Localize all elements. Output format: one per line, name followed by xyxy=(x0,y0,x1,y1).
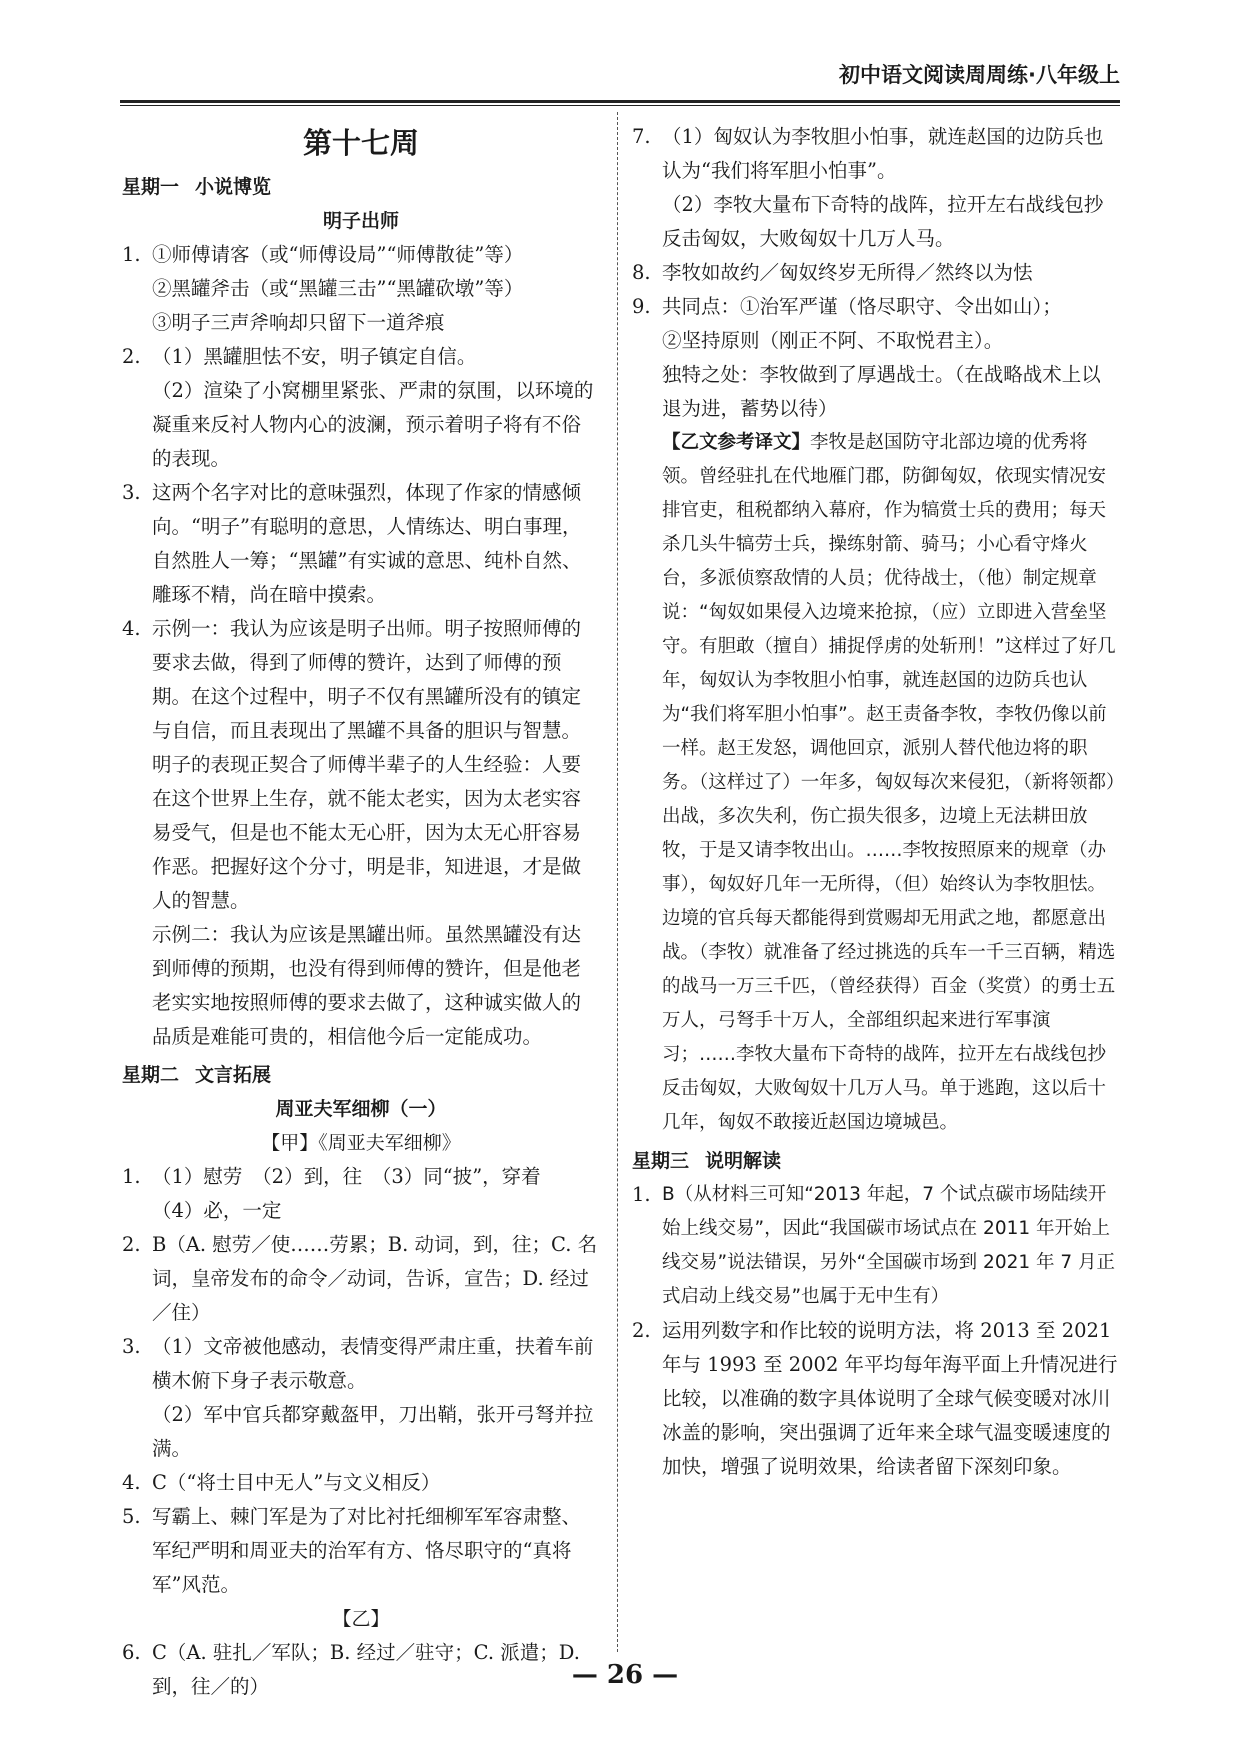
answer-item xyxy=(122,476,600,612)
item-number: 1. xyxy=(122,243,141,266)
answer-part: 独特之处：李牧做到了厚遇战士。（在战略战术上以退为进，蓄势以待） xyxy=(662,363,1101,420)
section-wednesday xyxy=(632,1144,1118,1178)
answer-item xyxy=(122,1160,600,1228)
item-number: 2. xyxy=(122,345,141,368)
answer-item xyxy=(632,256,1118,290)
translation-label: 【乙文参考译文】 xyxy=(662,432,811,453)
passage-label-yi: 【乙】 xyxy=(332,1608,390,1630)
item-number: 6. xyxy=(122,1641,141,1664)
answer-part: 共同点：①治军严谨（恪尽职守、令出如山）； xyxy=(662,295,1062,318)
answer-text: 李牧如故约／匈奴终岁无所得／然终以为怯 xyxy=(662,261,1033,284)
header-rule-thin xyxy=(120,105,1120,106)
article-title: 周亚夫军细柳（一） xyxy=(275,1098,447,1120)
item-number: 3. xyxy=(122,1335,141,1358)
answer-part: （2）军中官兵都穿戴盔甲，刀出鞘，张开弓弩并拉满。 xyxy=(152,1403,594,1460)
answer-item xyxy=(122,1330,600,1466)
answer-line: （4）必，一定 xyxy=(152,1199,282,1222)
left-column xyxy=(122,120,600,1704)
section-day: 星期二 xyxy=(122,1064,180,1086)
passage-label-jia: 【甲】《周亚夫军细柳》 xyxy=(261,1132,461,1154)
section-monday xyxy=(122,170,600,204)
answer-item xyxy=(632,120,1118,256)
answer-part: （2）李牧大量布下奇特的战阵，拉开左右战线包抄反击匈奴，大败匈奴十几万人马。 xyxy=(662,193,1104,250)
section-day: 星期三 xyxy=(632,1150,690,1172)
item-number: 4. xyxy=(122,1471,141,1494)
answer-text: 这两个名字对比的意味强烈，体现了作家的情感倾向。“明子”有聪明的意思，人情练达、明白事理，自然胜人一筹；“黑罐”有实诚的意思、纯朴自然、雕琢不精，尚在暗中摸索。 xyxy=(152,481,582,606)
answer-line: （1）慰劳 （2）到，往 （3）同“披”，穿着 xyxy=(152,1165,541,1188)
right-column xyxy=(632,120,1118,1484)
answer-item xyxy=(632,1314,1118,1484)
header-rule xyxy=(120,100,1120,103)
answer-line: ②黑罐斧击（或“黑罐三击”“黑罐砍墩”等） xyxy=(152,277,524,300)
example-two: 示例二：我认为应该是黑罐出师。虽然黑罐没有达到师傅的预期，也没有得到师傅的赞许，但是他老老实实地按照师傅的要求去做了，这种诚实做人的品质是难能可贵的，相信他今后一定能成功。 xyxy=(152,923,582,1048)
section-day: 星期一 xyxy=(122,176,180,198)
column-divider xyxy=(617,112,618,1652)
item-number: 4. xyxy=(122,617,141,640)
item-number: 3. xyxy=(122,481,141,504)
answer-item xyxy=(122,1228,600,1330)
answer-part: （2）渲染了小窝棚里紧张、严肃的氛围，以环境的凝重来反衬人物内心的波澜，预示着明子将有不俗的表现。 xyxy=(152,379,594,470)
answer-part: ②坚持原则（刚正不阿、不取悦君主）。 xyxy=(662,329,1004,352)
answer-text: C（“将士目中无人”与文义相反） xyxy=(152,1471,441,1494)
item-number: 7. xyxy=(632,125,651,148)
article-title: 明子出师 xyxy=(322,210,399,232)
page-number: — 26 — xyxy=(571,1660,679,1690)
answer-text: B（从材料三可知“2013 年起，7 个试点碳市场陆续开始上线交易”，因此“我国碳市场试点在 2011 年开始上线交易”说法错误，另外“全国碳市场到 2021 年 7 月正式启动上线交易”也属于无中生有） xyxy=(662,1184,1116,1307)
example-one: 示例一：我认为应该是明子出师。明子按照师傅的要求去做，得到了师傅的赞许，达到了师傅的预期。在这个过程中，明子不仅有黑罐所没有的镇定与自信，而且表现出了黑罐不具备的胆识与智慧。明子的表现正契合了师傅半辈子的人生经验：人要在这个世界上生存，就不能太老实，因为太老实容易受气，但是也不能太无心肝，因为太无心肝容易作恶。把握好这个分寸，明是非，知进退，才是做人的智慧。 xyxy=(152,617,582,912)
answer-line: ①师傅请客（或“师傅设局”“师傅散徒”等） xyxy=(152,243,524,266)
answer-line: ③明子三声斧响却只留下一道斧痕 xyxy=(152,311,445,334)
answer-item xyxy=(122,1466,600,1500)
section-tuesday xyxy=(122,1058,600,1092)
week-title: 第十七周 xyxy=(302,126,419,160)
translation-block xyxy=(632,426,1118,1140)
item-number: 9. xyxy=(632,295,651,318)
translation-text: 李牧是赵国防守北部边境的优秀将领。曾经驻扎在代地雁门郡，防御匈奴，依现实情况安排官吏，租税都纳入幕府，作为犒赏士兵的费用；每天杀几头牛犒劳士兵，操练射箭、骑马；小心看守烽火台，多派侦察敌情的人员；优待战士，（他）制定规章说：“匈奴如果侵入边境来抢掠，（应）立即进入营垒坚守。有胆敢（擅自）捕捉俘虏的处斩刑！”这样过了好几年，匈奴认为李牧胆小怕事，就连赵国的边防兵也认为“我们将军胆小怕事”。赵王责备李牧，李牧仍像以前一样。赵王发怒，调他回京，派别人替代他边将的职务。（这样过了）一年多，匈奴每次来侵犯，（新将领都）出战，多次失利，伤亡损失很多，边境上无法耕田放牧，于是又请李牧出山。……李牧按照原来的规章（办事），匈奴好几年一无所得，（但）始终认为李牧胆怯。边境的官兵每天都能得到赏赐却无用武之地，都愿意出战。（李牧）就准备了经过挑选的兵车一千三百辆，精选的战马一万三千匹，（曾经获得）百金（奖赏）的勇士五万人，弓弩手十万人，全部组织起来进行军事演习；……李牧大量布下奇特的战阵，拉开左右战线包抄反击匈奴，大败匈奴十几万人马。单于逃跑，这以后十几年，匈奴不敢接近赵国边境城邑。 xyxy=(662,432,1116,1133)
item-number: 2. xyxy=(632,1319,651,1342)
answer-item xyxy=(632,290,1118,426)
answer-part: （1）黑罐胆怯不安，明子镇定自信。 xyxy=(152,345,477,368)
section-topic: 小说博览 xyxy=(195,176,272,198)
item-number: 2. xyxy=(122,1233,141,1256)
answer-part: （1）文帝被他感动，表情变得严肃庄重，扶着车前横木俯下身子表示敬意。 xyxy=(152,1335,594,1392)
item-number: 1. xyxy=(632,1183,651,1206)
item-number: 1. xyxy=(122,1165,141,1188)
answer-item xyxy=(122,238,600,340)
answer-item xyxy=(122,1500,600,1602)
answer-text: 运用列数字和作比较的说明方法，将 2013 至 2021 年与 1993 至 2002 年平均每年海平面上升情况进行比较，以准确的数字具体说明了全球气候变暖对冰川冰盖的影响，突出强调了近年来全球气温变暖速度的加快，增强了说明效果，给读者留下深刻印象。 xyxy=(662,1319,1118,1478)
answer-text: B（A. 慰劳／使……劳累；B. 动词，到，往；C. 名词，皇帝发布的命令／动词，告诉，宣告；D. 经过／住） xyxy=(152,1233,598,1324)
running-header: 初中语文阅读周周练·八年级上 xyxy=(839,63,1120,87)
answer-text: C（A. 驻扎／军队；B. 经过／驻守；C. 派遣；D. 到，往／的） xyxy=(152,1641,580,1698)
item-number: 5. xyxy=(122,1505,141,1528)
answer-item xyxy=(632,1178,1118,1314)
answer-item xyxy=(122,612,600,1054)
item-number: 8. xyxy=(632,261,651,284)
section-topic: 文言拓展 xyxy=(195,1064,272,1086)
answer-text: 写霸上、棘门军是为了对比衬托细柳军军容肃整、军纪严明和周亚夫的治军有方、恪尽职守的“真将军”风范。 xyxy=(152,1505,582,1596)
section-topic: 说明解读 xyxy=(705,1150,782,1172)
answer-part: （1）匈奴认为李牧胆小怕事，就连赵国的边防兵也认为“我们将军胆小怕事”。 xyxy=(662,125,1104,182)
answer-item xyxy=(122,340,600,476)
